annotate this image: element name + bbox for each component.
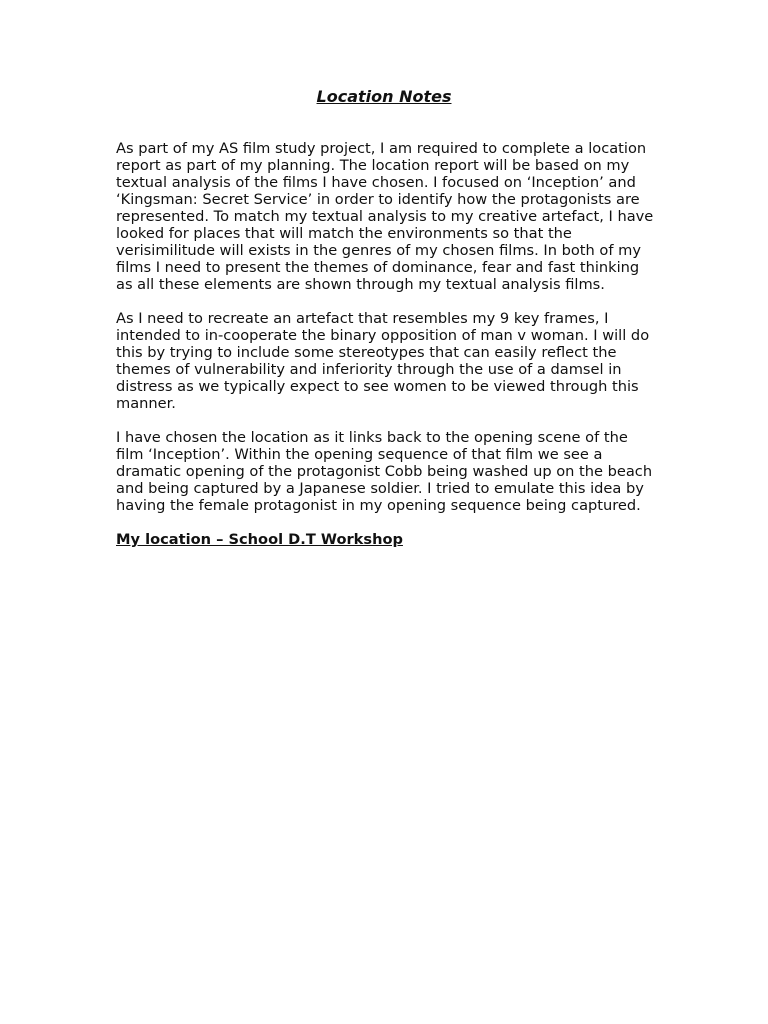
location-heading: My location – School D.T Workshop [116, 531, 403, 548]
document-title: Location Notes [316, 87, 452, 106]
paragraph-artefact: As I need to recreate an artefact that resembles my 9 key frames, I intended to in-cooperate the binary opposition of man v woman. I will do this by trying to include some stereotypes that can easily reflect the themes of vulnerability and inferiority through the use of a damsel in distress as we typically expect to see women to be viewed through this manner. [116, 310, 650, 412]
document-body [116, 140, 656, 565]
paragraph-intro: As part of my AS film study project, I am required to complete a location report as part of my planning. The location report will be based on my textual analysis of the films I have chosen. I focused on ‘Inception’ and ‘Kingsman: Secret Service’ in order to identify how the protagonists are represented. To match my textual analysis to my creative artefact, I have looked for places that will match the environments so that the verisimilitude will exists in the genres of my chosen films. In both of my films I need to present the themes of dominance, fear and fast thinking as all these elements are shown through my textual analysis films. [116, 140, 654, 293]
paragraph-location-choice: I have chosen the location as it links back to the opening scene of the film ‘Inception’. Within the opening sequence of that film we see a dramatic opening of the protagonist Cobb being washed up on the beach and being captured by a Japanese soldier. I tried to emulate this idea by having the female protagonist in my opening sequence being captured. [116, 429, 653, 514]
